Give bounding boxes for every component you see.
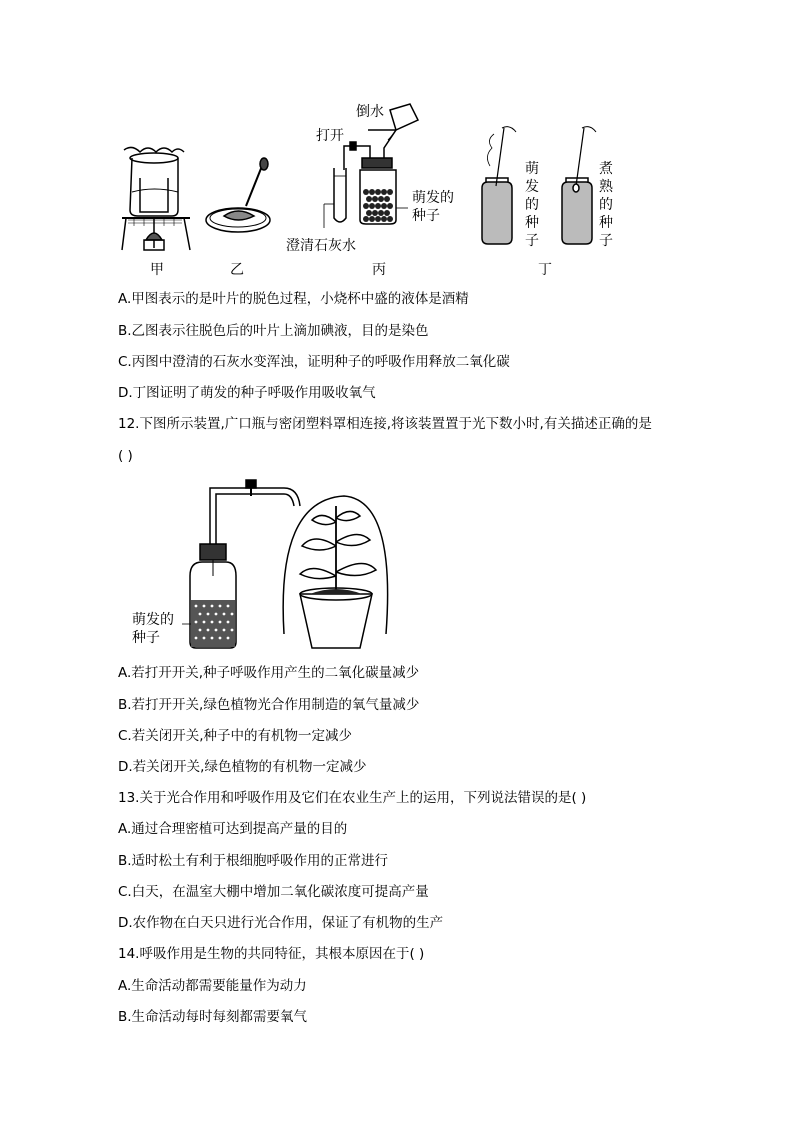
label-sprouting-vertical: 萌 发 的 种 子 <box>525 161 539 249</box>
label-yi: 乙 <box>230 262 244 278</box>
q14-option-a: A.生命活动都需要能量作为动力 <box>118 978 307 994</box>
q12-stem: 12.下图所示装置,广口瓶与密闭塑料罩相连接,将该装置置于光下数小时,有关描述正确的是 <box>118 416 652 432</box>
figure-ding-jar-boiled <box>554 126 604 246</box>
label-pour-water: 倒水 <box>356 104 384 120</box>
q11-option-b: B.乙图表示往脱色后的叶片上滴加碘液，目的是染色 <box>118 323 429 339</box>
q12-option-d: D.若关闭开关,绿色植物的有机物一定减少 <box>118 759 367 775</box>
label-boiled-vertical: 煮 熟 的 种 子 <box>599 161 613 249</box>
q13-option-d: D.农作物在白天只进行光合作用，保证了有机物的生产 <box>118 915 444 931</box>
label-jia: 甲 <box>150 262 164 278</box>
q12-figure-label-1: 萌发的 <box>132 612 174 628</box>
q12-option-a: A.若打开开关,种子呼吸作用产生的二氧化碳量减少 <box>118 665 420 681</box>
figure-q12-apparatus <box>180 476 440 656</box>
q13-option-a: A.通过合理密植可达到提高产量的目的 <box>118 821 348 837</box>
label-ding: 丁 <box>538 262 552 278</box>
q14-option-b: B.生命活动每时每刻都需要氧气 <box>118 1009 308 1025</box>
label-bing: 丙 <box>372 262 386 278</box>
figure-ding-jar-sprouting <box>474 126 524 246</box>
q13-stem: 13.关于光合作用和呼吸作用及它们在农业生产上的运用，下列说法错误的是( ) <box>118 790 587 806</box>
label-open: 打开 <box>316 128 344 144</box>
q12-option-c: C.若关闭开关,种子中的有机物一定减少 <box>118 728 353 744</box>
q11-option-a: A.甲图表示的是叶片的脱色过程，小烧杯中盛的液体是酒精 <box>118 291 469 307</box>
q11-option-c: C.丙图中澄清的石灰水变浑浊，证明种子的呼吸作用释放二氧化碳 <box>118 354 510 370</box>
q12-figure-label-2: 种子 <box>132 630 160 646</box>
label-sprouting-seeds-1: 萌发的 <box>412 190 454 206</box>
figure-jia-water-bath <box>120 140 200 260</box>
figure-yi-petri-dish <box>202 158 282 258</box>
q13-option-c: C.白天，在温室大棚中增加二氧化碳浓度可提高产量 <box>118 884 429 900</box>
label-sprouting-seeds-2: 种子 <box>412 208 440 224</box>
label-limewater: 澄清石灰水 <box>286 238 356 254</box>
q13-option-b: B.适时松土有利于根细胞呼吸作用的正常进行 <box>118 853 389 869</box>
q12-option-b: B.若打开开关,绿色植物光合作用制造的氧气量减少 <box>118 697 420 713</box>
q11-option-d: D.丁图证明了萌发的种子呼吸作用吸收氧气 <box>118 385 376 401</box>
q12-blank: ( ) <box>118 448 133 464</box>
q14-stem: 14.呼吸作用是生物的共同特征，其根本原因在于( ) <box>118 946 425 962</box>
